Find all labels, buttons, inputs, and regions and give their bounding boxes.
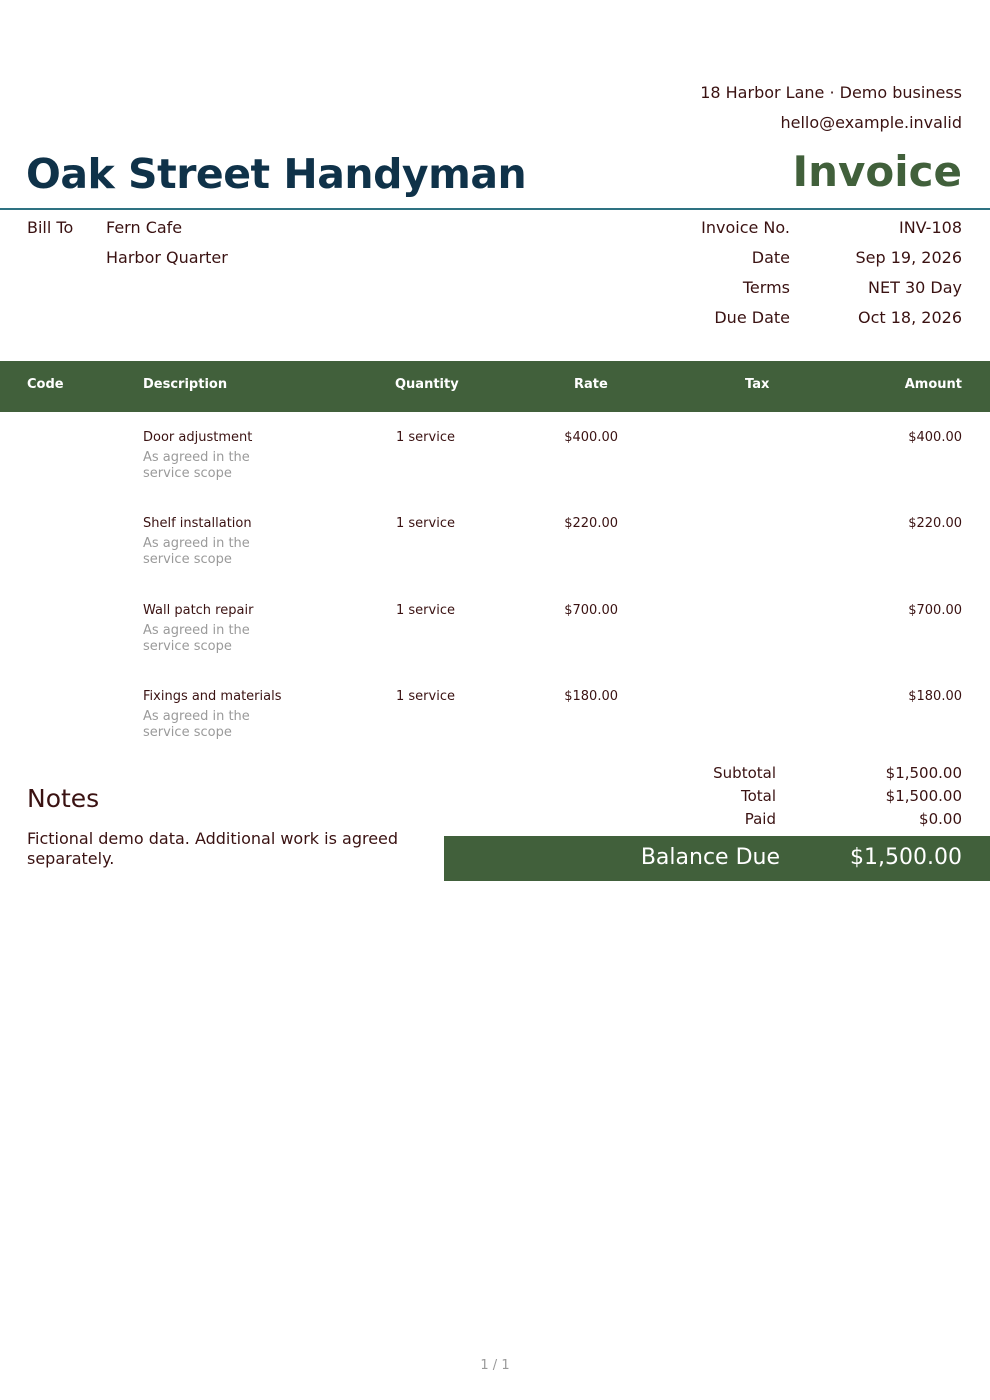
terms-label: Terms (742, 278, 790, 297)
col-header-tax: Tax (745, 377, 770, 392)
table-row (0, 430, 990, 516)
item-quantity: 1 service (396, 516, 455, 531)
item-description: Fixings and materials (143, 689, 282, 704)
item-amount: $400.00 (908, 430, 962, 445)
total-label: Total (740, 787, 776, 805)
col-header-description: Description (143, 377, 228, 392)
document-title: Invoice (792, 147, 962, 196)
table-row (0, 516, 990, 602)
item-quantity: 1 service (396, 689, 455, 704)
paid-label: Paid (744, 810, 776, 828)
item-rate: $180.00 (564, 689, 618, 704)
notes-text: Fictional demo data. Additional work is agreed separately. (27, 829, 399, 868)
invoice-date-label: Date (751, 248, 790, 267)
item-rate: $220.00 (564, 516, 618, 531)
item-description: Wall patch repair (143, 603, 254, 618)
balance-due-label: Balance Due (640, 845, 780, 870)
col-header-code: Code (27, 377, 64, 392)
item-amount: $220.00 (908, 516, 962, 531)
bill-to-label: Bill To (27, 218, 74, 237)
col-header-amount: Amount (904, 377, 962, 392)
item-note: As agreed in the service scope (143, 623, 250, 654)
item-quantity: 1 service (396, 603, 455, 618)
item-rate: $700.00 (564, 603, 618, 618)
due-date-label: Due Date (714, 308, 790, 327)
page-number: 1 / 1 (480, 1358, 510, 1373)
bill-to-name: Fern Cafe (106, 218, 183, 237)
item-description: Shelf installation (143, 516, 252, 531)
table-row (0, 689, 990, 775)
invoice-number-label: Invoice No. (701, 218, 790, 237)
subtotal-label: Subtotal (713, 764, 776, 782)
due-date-value: Oct 18, 2026 (858, 308, 962, 327)
item-rate: $400.00 (564, 430, 618, 445)
total-value: $1,500.00 (885, 787, 962, 805)
item-description: Door adjustment (143, 430, 253, 445)
item-quantity: 1 service (396, 430, 455, 445)
col-header-quantity: Quantity (395, 377, 459, 392)
invoice-date-value: Sep 19, 2026 (855, 248, 962, 267)
item-note: As agreed in the service scope (143, 536, 250, 567)
item-amount: $180.00 (908, 689, 962, 704)
company-email: hello@example.invalid (780, 113, 962, 132)
header-divider (0, 208, 990, 210)
col-header-rate: Rate (574, 377, 608, 392)
notes-heading: Notes (27, 784, 100, 813)
invoice-number-value: INV-108 (898, 218, 962, 237)
company-name: Oak Street Handyman (26, 150, 527, 198)
item-note: As agreed in the service scope (143, 709, 250, 740)
table-row (0, 603, 990, 689)
terms-value: NET 30 Day (868, 278, 962, 297)
item-note: As agreed in the service scope (143, 450, 250, 481)
paid-value: $0.00 (919, 810, 962, 828)
subtotal-value: $1,500.00 (885, 764, 962, 782)
company-address: 18 Harbor Lane · Demo business (700, 83, 962, 102)
bill-to-location: Harbor Quarter (106, 248, 228, 267)
item-amount: $700.00 (908, 603, 962, 618)
balance-due-value: $1,500.00 (850, 845, 962, 870)
